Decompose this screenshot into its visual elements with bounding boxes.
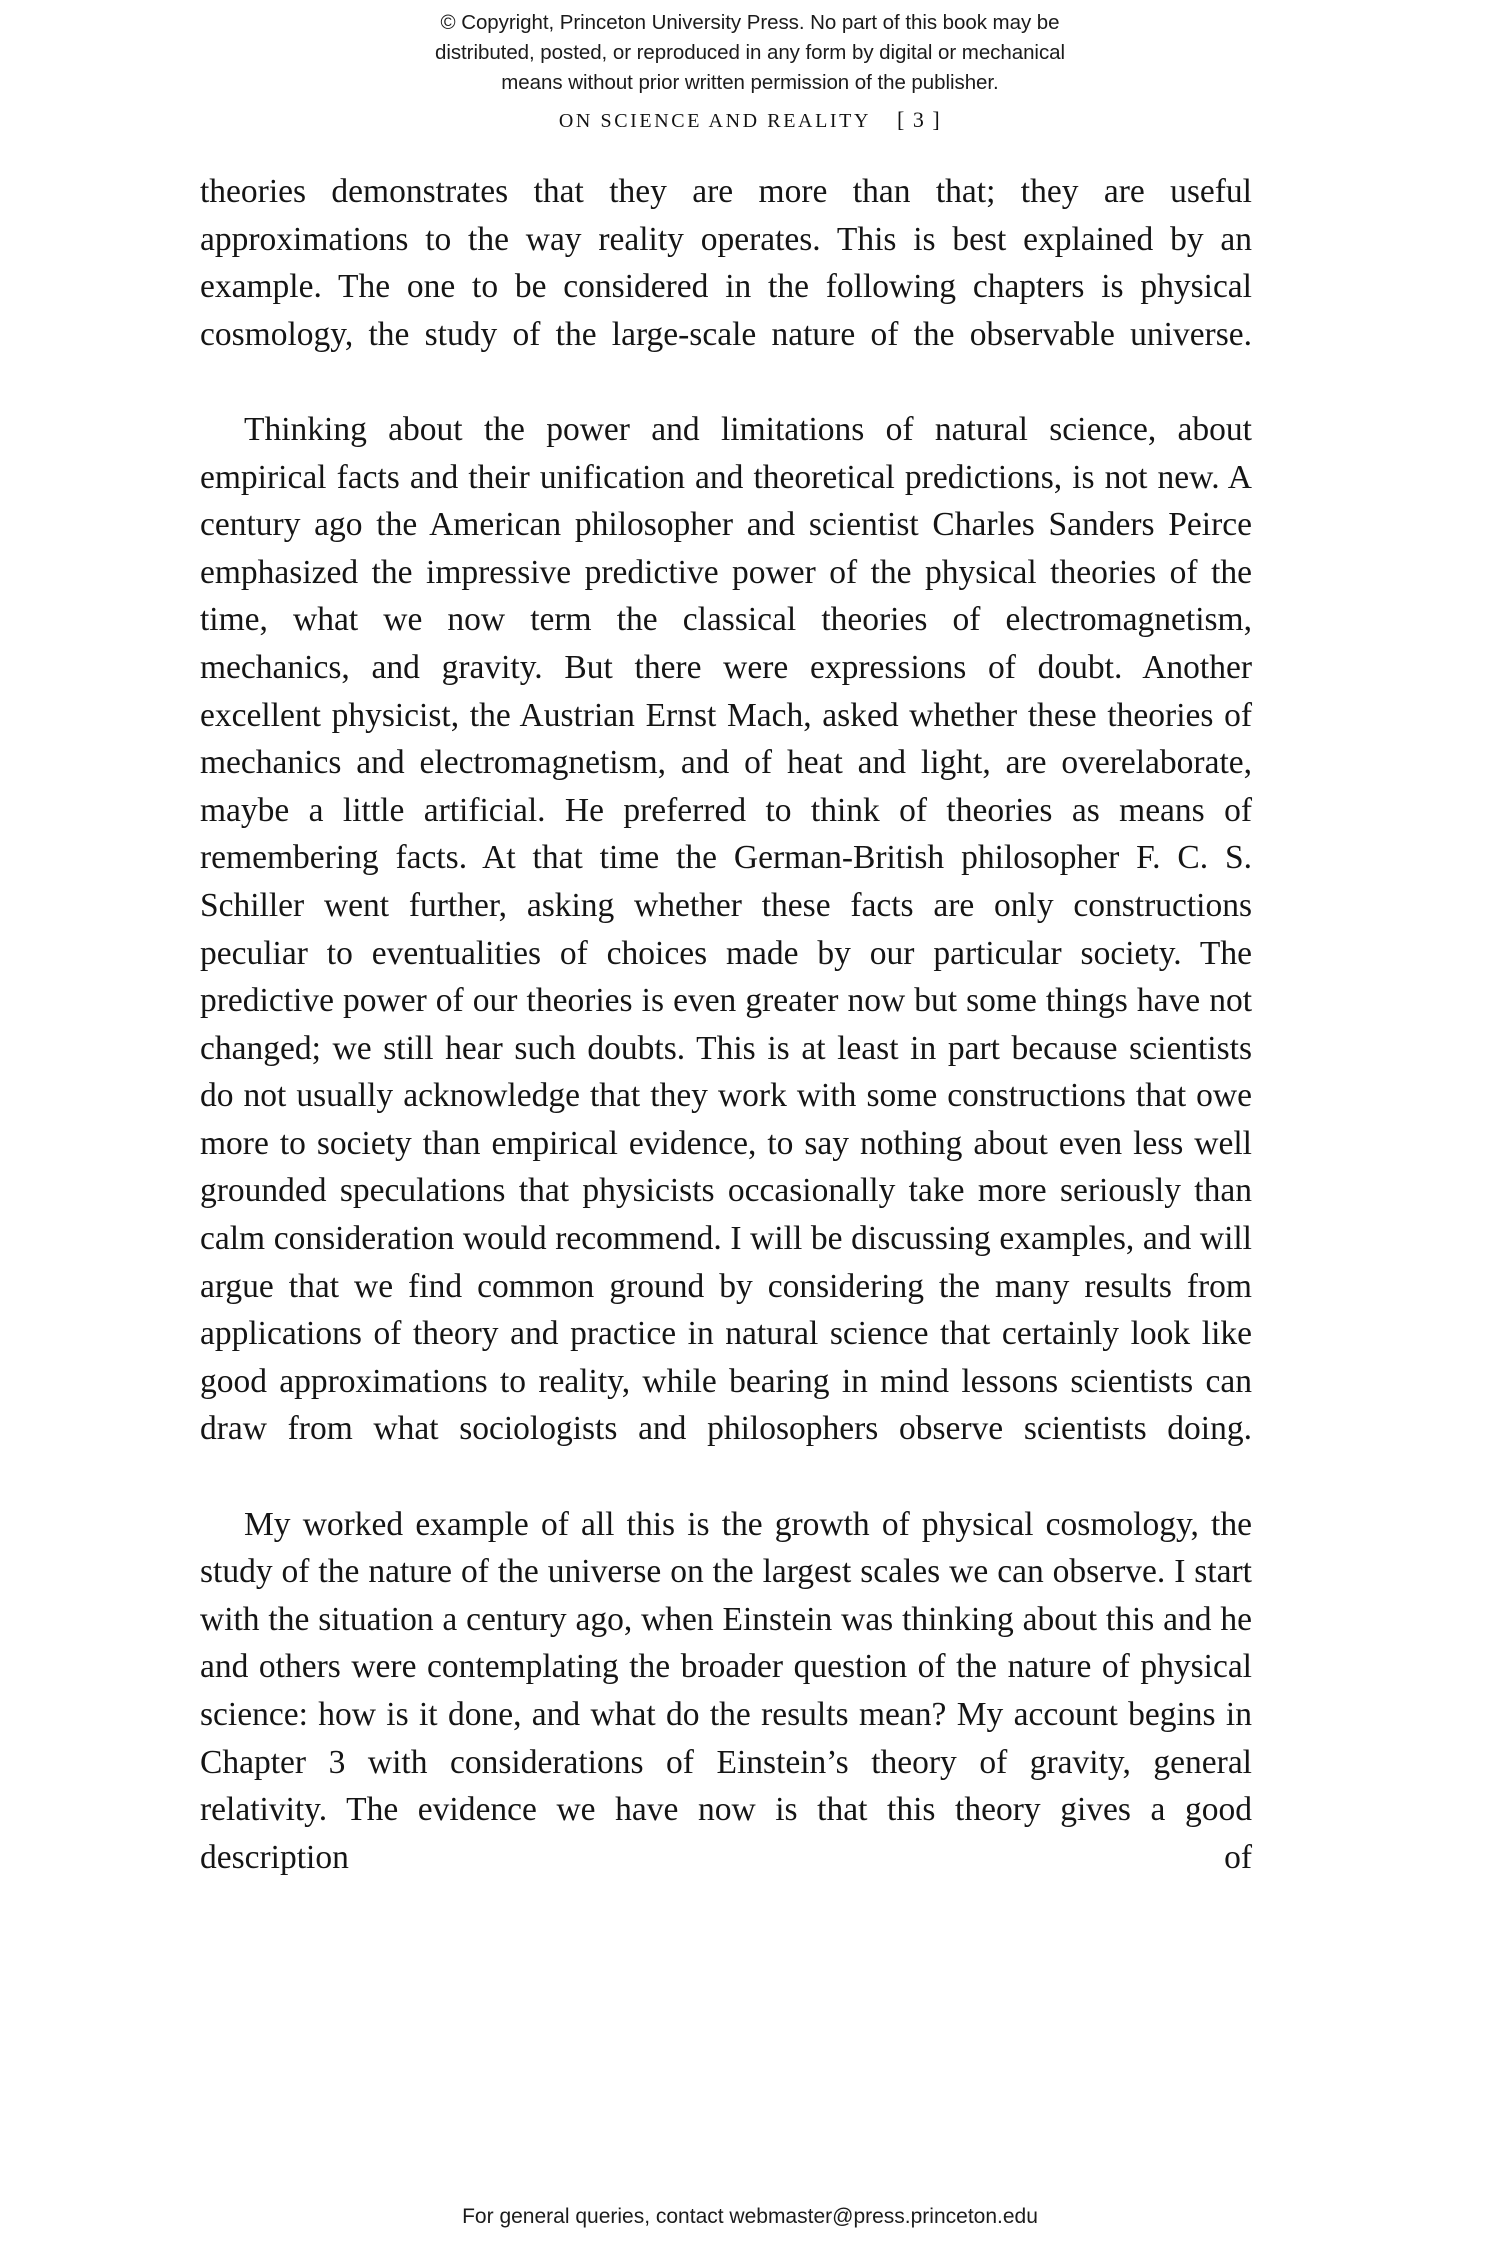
- body-text-column: [200, 168, 1252, 1929]
- body-paragraph: theories demonstrates that they are more than that; they are useful approximations to the way reality operates. This is best explained by an example. The one to be considered in the following chapters is physical cosmology, the study of the large-scale nature of the observable universe.: [200, 173, 1252, 353]
- body-paragraph: My worked example of all this is the growth of physical cosmology, the study of the nature of the universe on the largest scales we can observe. I start with the situation a century ago, when Einstein was thinking about this and he and others were contemplating the broader question of the nature of physical science: how is it done, and what do the results mean? My account begins in Chapter 3 with considerations of Einstein’s theory of gravity, general relativity. The evidence we have now is that this theory gives a good description of: [200, 1505, 1252, 1876]
- running-head: [0, 107, 1500, 133]
- copyright-notice-line-3: means without prior written permission of the publisher.: [501, 71, 999, 94]
- body-paragraph: Thinking about the power and limitations of natural science, about empirical facts and their unification and theoretical predictions, is not new. A century ago the American philosopher and scientist Charles Sanders Peirce emphasized the impressive predictive power of the physical theories of the time, what we now term the classical theories of electromagnetism, mechanics, and gravity. But there were expressions of doubt. Another excellent physicist, the Austrian Ernst Mach, asked whether these theories of mechanics and electromagnetism, and of heat and light, are overelaborate, maybe a little artificial. He preferred to think of theories as means of remembering facts. At that time the German-British philosopher F. C. S. Schiller went further, asking whether these facts are only constructions peculiar to eventualities of choices made by our particular society. The predictive power of our theories is even greater now but some things have not changed; we still hear such doubts. This is at least in part because scientists do not usually acknowledge that they work with some constructions that owe more to society than empirical evidence, to say nothing about even less well grounded speculations that physicists occasionally take more seriously than calm consideration would recommend. I will be discussing examples, and will argue that we find common ground by considering the many results from applications of theory and practice in natural science that certainly look like good approximations to reality, while bearing in mind lessons scientists can draw from what sociologists and philosophers observe scientists doing.: [200, 410, 1252, 1448]
- running-head-title: ON SCIENCE AND REALITY: [558, 110, 872, 132]
- copyright-notice-line-1: © Copyright, Princeton University Press. No part of this book may be: [440, 11, 1060, 34]
- footer-contact-notice: For general queries, contact webmaster@press.princeton.edu: [462, 2205, 1038, 2228]
- copyright-notice-line-2: distributed, posted, or reproduced in any form by digital or mechanical: [434, 41, 1065, 64]
- copyright-notice: [0, 8, 1500, 98]
- page-number-folio: [ 3 ]: [897, 107, 942, 132]
